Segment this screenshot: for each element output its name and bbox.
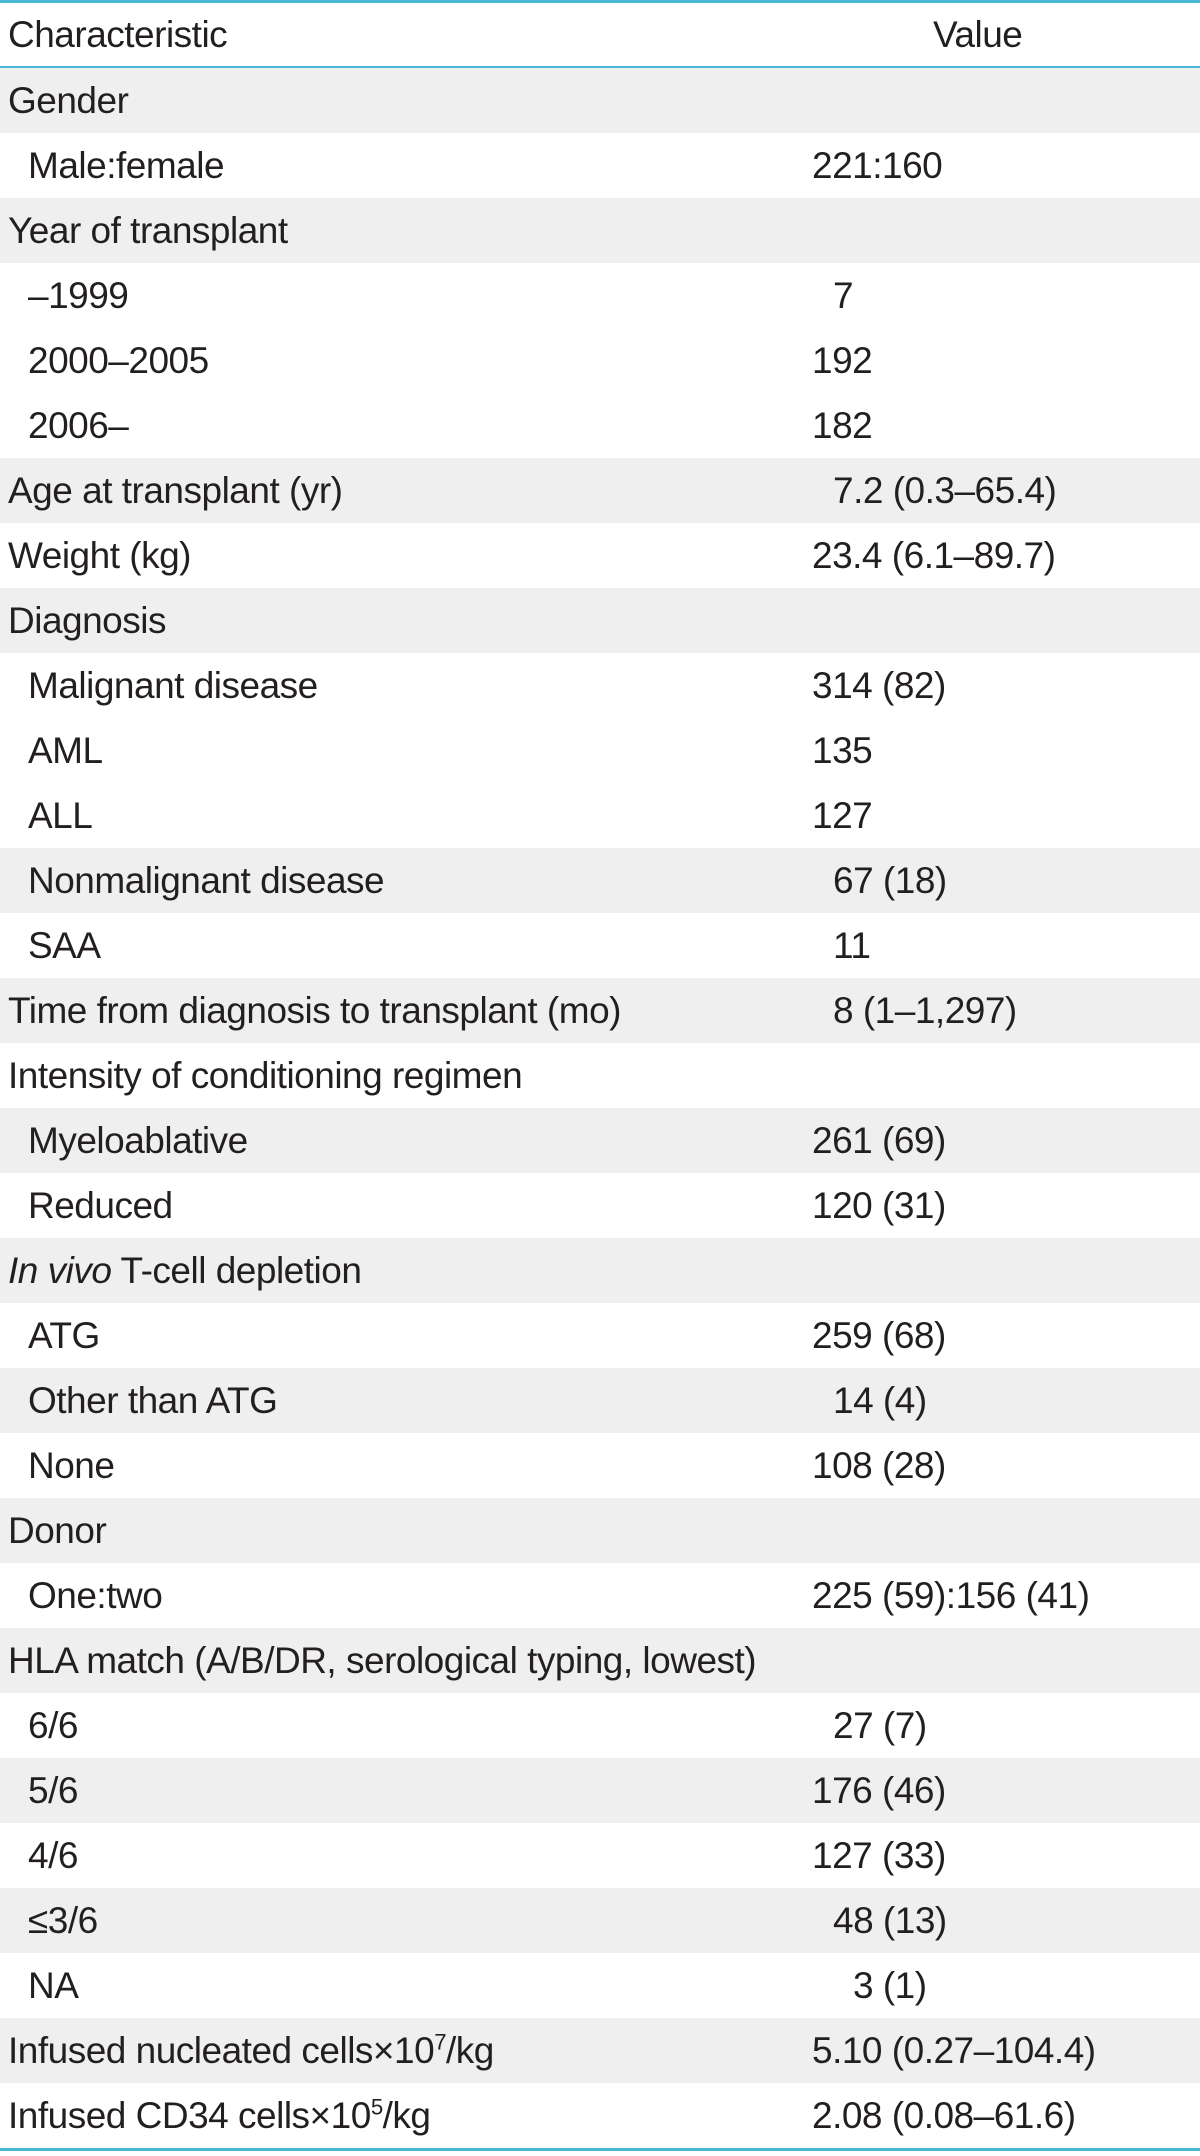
row-label: 6/6	[28, 1704, 78, 1746]
row-value: 14 (4)	[833, 1379, 927, 1421]
table-row	[0, 1108, 1200, 1173]
table-row	[0, 68, 1200, 133]
table-row	[0, 1823, 1200, 1888]
table-row	[0, 1563, 1200, 1628]
row-value: 192	[812, 339, 873, 381]
table-row	[0, 913, 1200, 978]
row-label-post: /kg	[446, 2029, 494, 2071]
row-label: Age at transplant (yr)	[8, 469, 343, 511]
row-label: ATG	[28, 1314, 100, 1356]
row-value: 127 (33)	[812, 1834, 946, 1876]
row-label: 2006–	[28, 404, 129, 446]
table-row	[0, 718, 1200, 783]
row-value: 261 (69)	[812, 1119, 946, 1161]
row-value: 120 (31)	[812, 1184, 946, 1226]
row-label-sup: 5	[370, 2094, 383, 2120]
table-row	[0, 1368, 1200, 1433]
table-row	[0, 393, 1200, 458]
row-value: 3 (1)	[853, 1964, 927, 2006]
row-label: ALL	[28, 794, 93, 836]
table-row	[0, 1498, 1200, 1563]
table-row	[0, 1043, 1200, 1108]
table-row	[0, 198, 1200, 263]
table-row	[0, 2018, 1200, 2083]
row-value: 67 (18)	[833, 859, 947, 901]
row-label: Diagnosis	[8, 599, 166, 641]
row-label: AML	[28, 729, 103, 771]
row-label-post: /kg	[382, 2094, 431, 2136]
row-value: 8 (1–1,297)	[833, 989, 1017, 1031]
row-label	[0, 2030, 800, 2072]
table-row	[0, 263, 1200, 328]
table-row	[0, 1888, 1200, 1953]
table-row	[0, 1433, 1200, 1498]
row-label-italic: In vivo	[8, 1249, 112, 1291]
row-label: Donor	[8, 1509, 107, 1551]
row-label-pre: Infused CD34 cells×10	[8, 2094, 371, 2136]
table-row	[0, 848, 1200, 913]
table-header	[0, 3, 1200, 68]
table-row	[0, 978, 1200, 1043]
row-label: HLA match (A/B/DR, serological typing, lowest)	[8, 1639, 757, 1681]
row-value: 48 (13)	[833, 1899, 947, 1941]
row-label	[0, 2095, 800, 2137]
row-label: –1999	[28, 274, 129, 316]
header-characteristic: Characteristic	[8, 13, 228, 55]
row-value: 221:160	[812, 144, 943, 186]
row-value: 176 (46)	[812, 1769, 946, 1811]
row-label: Malignant disease	[28, 664, 318, 706]
row-value: 108 (28)	[812, 1444, 946, 1486]
row-value: 7.2 (0.3–65.4)	[833, 469, 1057, 511]
row-value: 314 (82)	[812, 664, 946, 706]
table-row	[0, 1628, 1200, 1693]
table-row	[0, 1303, 1200, 1368]
row-value: 5.10 (0.27–104.4)	[812, 2029, 1096, 2071]
row-label: Nonmalignant disease	[28, 859, 385, 901]
row-label: Other than ATG	[28, 1379, 278, 1421]
row-value: 27 (7)	[833, 1704, 927, 1746]
row-label: Intensity of conditioning regimen	[8, 1054, 523, 1096]
row-value: 2.08 (0.08–61.6)	[812, 2094, 1076, 2136]
table-row	[0, 1693, 1200, 1758]
row-label: Male:female	[28, 144, 225, 186]
table-row	[0, 588, 1200, 653]
row-value: 127	[812, 794, 873, 836]
row-label-rest: T-cell depletion	[111, 1249, 362, 1291]
table-row	[0, 1953, 1200, 2018]
row-label: SAA	[28, 924, 101, 966]
table-row	[0, 2083, 1200, 2148]
table-row	[0, 458, 1200, 523]
table-row	[0, 133, 1200, 198]
row-value: 7	[833, 274, 854, 316]
row-label	[0, 1250, 800, 1292]
row-label: 2000–2005	[28, 339, 209, 381]
row-value: 23.4 (6.1–89.7)	[812, 534, 1056, 576]
row-label: 4/6	[28, 1834, 78, 1876]
header-value: Value	[933, 13, 1023, 55]
row-label: Year of transplant	[8, 209, 288, 251]
row-label-pre: Infused nucleated cells×10	[8, 2029, 435, 2071]
row-value: 11	[833, 924, 871, 966]
row-label: 5/6	[28, 1769, 78, 1811]
table-row	[0, 783, 1200, 848]
table-row	[0, 328, 1200, 393]
row-label-sup: 7	[434, 2029, 447, 2055]
table-row	[0, 653, 1200, 718]
row-label: ≤3/6	[28, 1899, 98, 1941]
row-label: Gender	[8, 79, 129, 121]
row-label: Reduced	[28, 1184, 173, 1226]
row-value: 259 (68)	[812, 1314, 946, 1356]
table-row	[0, 1758, 1200, 1823]
row-label: One:two	[28, 1574, 163, 1616]
row-label: NA	[28, 1964, 79, 2006]
row-label: None	[28, 1444, 115, 1486]
row-label: Weight (kg)	[8, 534, 191, 576]
row-label: Time from diagnosis to transplant (mo)	[8, 989, 621, 1031]
table-row	[0, 523, 1200, 588]
row-value: 135	[812, 729, 873, 771]
row-label: Myeloablative	[28, 1119, 248, 1161]
table-row	[0, 1173, 1200, 1238]
row-value: 182	[812, 404, 873, 446]
table-row	[0, 1238, 1200, 1303]
row-value: 225 (59):156 (41)	[812, 1574, 1090, 1616]
